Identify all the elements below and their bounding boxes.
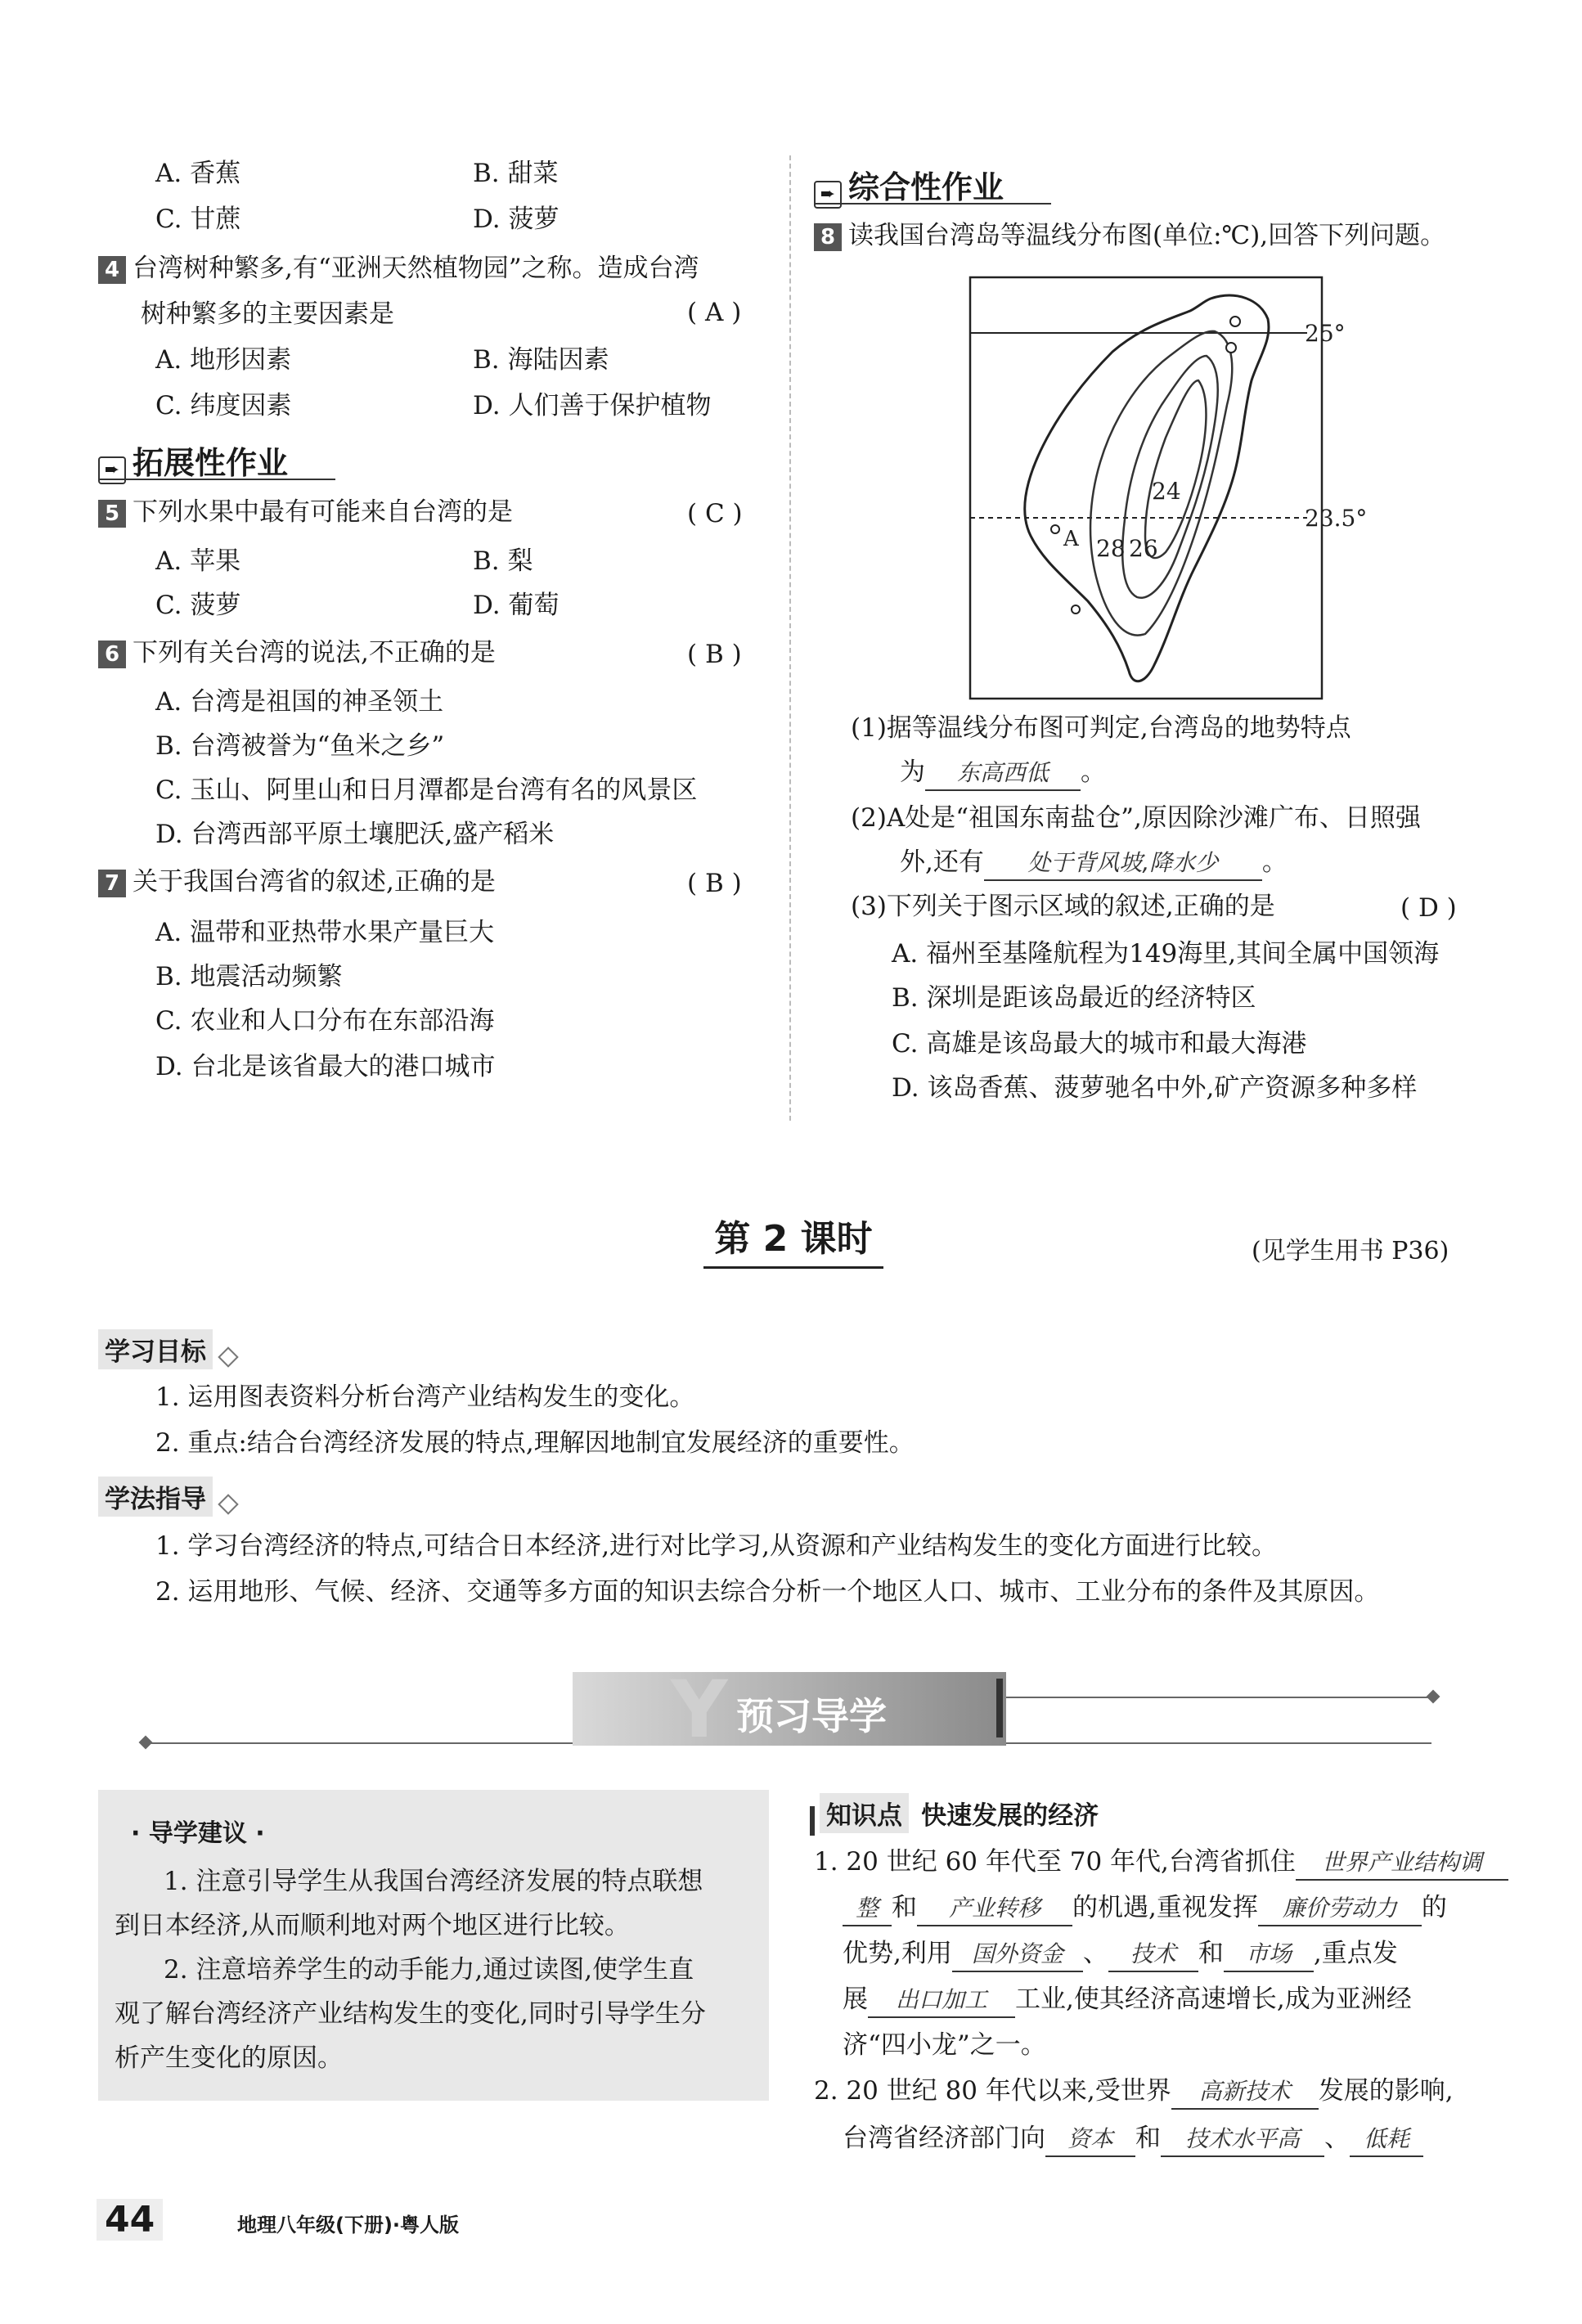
section-comprehensive-underline: [814, 203, 1051, 205]
section-comprehensive-title: 综合性作业: [848, 169, 1004, 205]
q8-stem: [814, 219, 1445, 252]
knowledge-answer-industry-restructure: 世界产业结构调: [1296, 1846, 1508, 1881]
page-number: 44: [97, 2199, 163, 2241]
column-divider: [789, 155, 791, 1121]
q8-option-d: D. 该岛香蕉、菠萝驰名中外,矿产资源多种多样: [892, 1073, 1418, 1103]
preview-banner-bar: [996, 1679, 1003, 1737]
knowledge-title: 快速发展的经济: [921, 1801, 1099, 1831]
taiwan-isotherm-map: [965, 274, 1368, 703]
arrow-right-icon: ➨: [98, 456, 126, 484]
section-extension-underline: [98, 479, 335, 480]
goals-heading: [98, 1329, 236, 1369]
q4-line1: 台湾树种繁多,有“亚洲天然植物园”之称。造成台湾: [133, 254, 699, 283]
q4-option-c: C. 纬度因素: [155, 391, 292, 420]
q4-number: 4: [98, 256, 126, 284]
guide-line-5: 析产生变化的原因。: [115, 2043, 343, 2073]
isotherm-26-label: 26: [1129, 535, 1158, 562]
knowledge-p1-line3: [843, 1937, 1398, 1972]
q5-option-a: A. 苹果: [155, 546, 241, 576]
q4-answer: ( A ): [687, 298, 742, 327]
q4-option-b: B. 海陆因素: [473, 345, 609, 375]
q8-sub3-answer: ( D ): [1400, 893, 1457, 923]
q8-option-c: C. 高雄是该岛最大的城市和最大海港: [892, 1029, 1307, 1059]
knowledge-answer-foreign-capital: 国外资金: [952, 1938, 1083, 1972]
q4-stem: [98, 252, 699, 285]
q6-text: 下列有关台湾的说法,不正确的是: [133, 638, 496, 668]
q8-sub2-line1: (2)A处是“祖国东南盐仓”,原因除沙滩广布、日照强: [851, 803, 1421, 833]
knowledge-answer-low-consumption: 低耗: [1350, 2123, 1423, 2157]
q5-option-b: B. 梨: [473, 546, 533, 576]
q3-option-c: C. 甘蔗: [155, 205, 241, 234]
knowledge-p1-line2: [843, 1891, 1447, 1926]
knowledge-p2-text3: 台湾省经济部门向: [843, 2124, 1045, 2153]
isotherm-28-label: 28: [1096, 535, 1126, 562]
goals-item-2: 2. 重点:结合台湾经济发展的特点,理解因地制宜发展经济的重要性。: [155, 1428, 915, 1458]
method-item-2: 2. 运用地形、气候、经济、交通等多方面的知识去综合分析一个地区人口、城市、工业分布的条件及其原因。: [155, 1577, 1380, 1607]
knowledge-p2-line2: [843, 2122, 1423, 2157]
knowledge-answer-industry-transfer: 产业转移: [917, 1892, 1072, 1926]
knowledge-p1-text4: 优势,利用: [843, 1939, 952, 1968]
guide-line-2: 到日本经济,从而顺利地对两个地区进行比较。: [115, 1911, 630, 1940]
knowledge-p1-text5: ,重点发: [1313, 1939, 1398, 1968]
diamond-icon: [218, 1494, 238, 1514]
q6-option-a: A. 台湾是祖国的神圣领土: [155, 687, 444, 717]
method-label: 学法指导: [98, 1477, 213, 1517]
arrow-right-icon: ➨: [814, 181, 842, 209]
q8-sub2-answer: 处于背风坡,降水少: [984, 847, 1262, 881]
preview-banner-line-top: [1006, 1697, 1431, 1698]
guide-line-4: 观了解台湾经济产业结构发生的变化,同时引导学生分: [115, 1999, 706, 2029]
knowledge-p1-line5: 济“四小龙”之一。: [843, 2030, 1046, 2060]
isotherm-24-label: 24: [1152, 478, 1181, 505]
q8-sub1-end: 。: [1081, 757, 1106, 787]
knowledge-p2-text: 2. 20 世纪 80 年代以来,受世界: [814, 2076, 1171, 2106]
point-a-label: A: [1063, 527, 1079, 551]
q7-option-c: C. 农业和人口分布在东部沿海: [155, 1006, 495, 1036]
section-extension-title: 拓展性作业: [133, 445, 289, 481]
q7-stem: [98, 865, 496, 898]
preview-banner-title: 预习导学: [736, 1694, 887, 1738]
knowledge-answer-high-tech-level: 技术水平高: [1161, 2123, 1324, 2157]
q5-option-d: D. 葡萄: [473, 591, 560, 620]
knowledge-p1-text7: 工业,使其经济高速增长,成为亚洲经: [1015, 1985, 1412, 2014]
q5-answer: ( C ): [687, 499, 743, 528]
q8-sub3-stem: (3)下列关于图示区域的叙述,正确的是: [851, 892, 1275, 921]
q7-answer: ( B ): [687, 869, 742, 898]
knowledge-p1-line4: [843, 1983, 1412, 2018]
latitude-25-label: 25°: [1305, 320, 1346, 347]
knowledge-answer-cheap-labor: 廉价劳动力: [1258, 1892, 1422, 1926]
guide-box-title: · 导学建议 ·: [131, 1819, 265, 1848]
knowledge-p1-text: 1. 20 世纪 60 年代至 70 年代,台湾省抓住: [814, 1847, 1296, 1877]
q7-text: 关于我国台湾省的叙述,正确的是: [133, 867, 496, 897]
q4-option-d: D. 人们善于保护植物: [473, 391, 712, 420]
q6-answer: ( B ): [687, 640, 742, 669]
q3-option-a: A. 香蕉: [155, 159, 241, 188]
q8-sub1-answer: 东高西低: [925, 757, 1081, 791]
q6-stem: [98, 636, 496, 669]
knowledge-p2-and: 和: [1135, 2124, 1161, 2153]
q7-option-b: B. 地震活动频繁: [155, 962, 343, 991]
q3-option-b: B. 甜菜: [473, 159, 559, 188]
knowledge-tag: 知识点: [820, 1793, 909, 1833]
knowledge-answer-high-tech: 高新技术: [1171, 2075, 1319, 2110]
knowledge-answer-capital: 资本: [1045, 2123, 1135, 2157]
method-item-1: 1. 学习台湾经济的特点,可结合日本经济,进行对比学习,从资源和产业结构发生的变化方面进行比较。: [155, 1531, 1277, 1561]
knowledge-heading: [810, 1793, 1099, 1836]
knowledge-p1-sep: 、: [1082, 1939, 1108, 1968]
lesson-reference: (见学生用书 P36): [1252, 1237, 1449, 1265]
q4-line2: 树种繁多的主要因素是: [141, 299, 394, 329]
book-title: 地理八年级(下册)·粤人版: [237, 2214, 460, 2236]
q8-text: 读我国台湾岛等温线分布图(单位:℃),回答下列问题。: [848, 221, 1446, 250]
q6-option-c: C. 玉山、阿里山和日月潭都是台湾有名的风景区: [155, 775, 698, 805]
q8-option-a: A. 福州至基隆航程为149海里,其间全属中国领海: [892, 939, 1440, 969]
knowledge-p1-text2: 的机遇,重视发挥: [1072, 1893, 1258, 1922]
q7-number: 7: [98, 870, 126, 897]
knowledge-answer-technology: 技术: [1108, 1938, 1198, 1972]
q5-text: 下列水果中最有可能来自台湾的是: [133, 497, 513, 527]
q6-option-b: B. 台湾被誉为“鱼米之乡”: [155, 731, 445, 761]
diamond-icon: [218, 1346, 238, 1367]
preview-banner-dot-left: [139, 1736, 153, 1750]
preview-banner-letter: Y: [671, 1664, 728, 1755]
knowledge-bar: [810, 1806, 815, 1836]
knowledge-p1-text3: 的: [1421, 1893, 1447, 1922]
q3-option-d: D. 菠萝: [473, 205, 560, 234]
knowledge-answer-zheng: 整: [843, 1892, 892, 1926]
guide-line-1: 1. 注意引导学生从我国台湾经济发展的特点联想: [164, 1867, 703, 1896]
q8-sub2-line2: [900, 846, 1288, 881]
guide-box: [98, 1790, 769, 2101]
latitude-23-5-label: 23.5°: [1305, 505, 1368, 532]
q5-stem: [98, 496, 513, 528]
q8-sub2-end: 。: [1261, 847, 1288, 877]
preview-banner: [573, 1664, 1006, 1755]
q8-sub1-line1: (1)据等温线分布图可判定,台湾岛的地势特点: [851, 713, 1351, 743]
knowledge-answer-market: 市场: [1224, 1938, 1314, 1972]
knowledge-p1-text6: 展: [843, 1985, 868, 2014]
knowledge-p1-line1: [814, 1845, 1508, 1881]
q4-option-a: A. 地形因素: [155, 345, 292, 375]
goals-label: 学习目标: [98, 1329, 213, 1369]
q5-number: 5: [98, 500, 126, 528]
q5-option-c: C. 菠萝: [155, 591, 241, 620]
method-heading: [98, 1477, 236, 1517]
knowledge-p1-and: 和: [892, 1893, 917, 1922]
q7-option-a: A. 温带和亚热带水果产量巨大: [155, 918, 495, 947]
goals-item-1: 1. 运用图表资料分析台湾产业结构发生的变化。: [155, 1382, 695, 1412]
q8-sub1-line2: [900, 756, 1106, 791]
knowledge-p2-text2: 发展的影响,: [1318, 2076, 1454, 2106]
knowledge-p2-sep: 、: [1324, 2124, 1350, 2153]
guide-line-3: 2. 注意培养学生的动手能力,通过读图,使学生直: [164, 1955, 694, 1985]
q6-number: 6: [98, 641, 126, 668]
knowledge-answer-export-processing: 出口加工: [868, 1984, 1015, 2018]
q8-sub2-prefix: 外,还有: [900, 847, 984, 877]
knowledge-p1-and2: 和: [1198, 1939, 1224, 1968]
q7-option-d: D. 台北是该省最大的港口城市: [155, 1052, 496, 1081]
lesson-title: 第 2 课时: [703, 1209, 883, 1269]
q8-number: 8: [814, 223, 842, 251]
section-comprehensive-heading: [814, 162, 1004, 209]
q8-option-b: B. 深圳是距该岛最近的经济特区: [892, 983, 1256, 1013]
knowledge-p2-line1: [814, 2075, 1454, 2110]
q6-option-d: D. 台湾西部平原土壤肥沃,盛产稻米: [155, 820, 555, 849]
section-extension-heading: [98, 438, 288, 484]
q8-sub1-prefix: 为: [900, 757, 925, 787]
